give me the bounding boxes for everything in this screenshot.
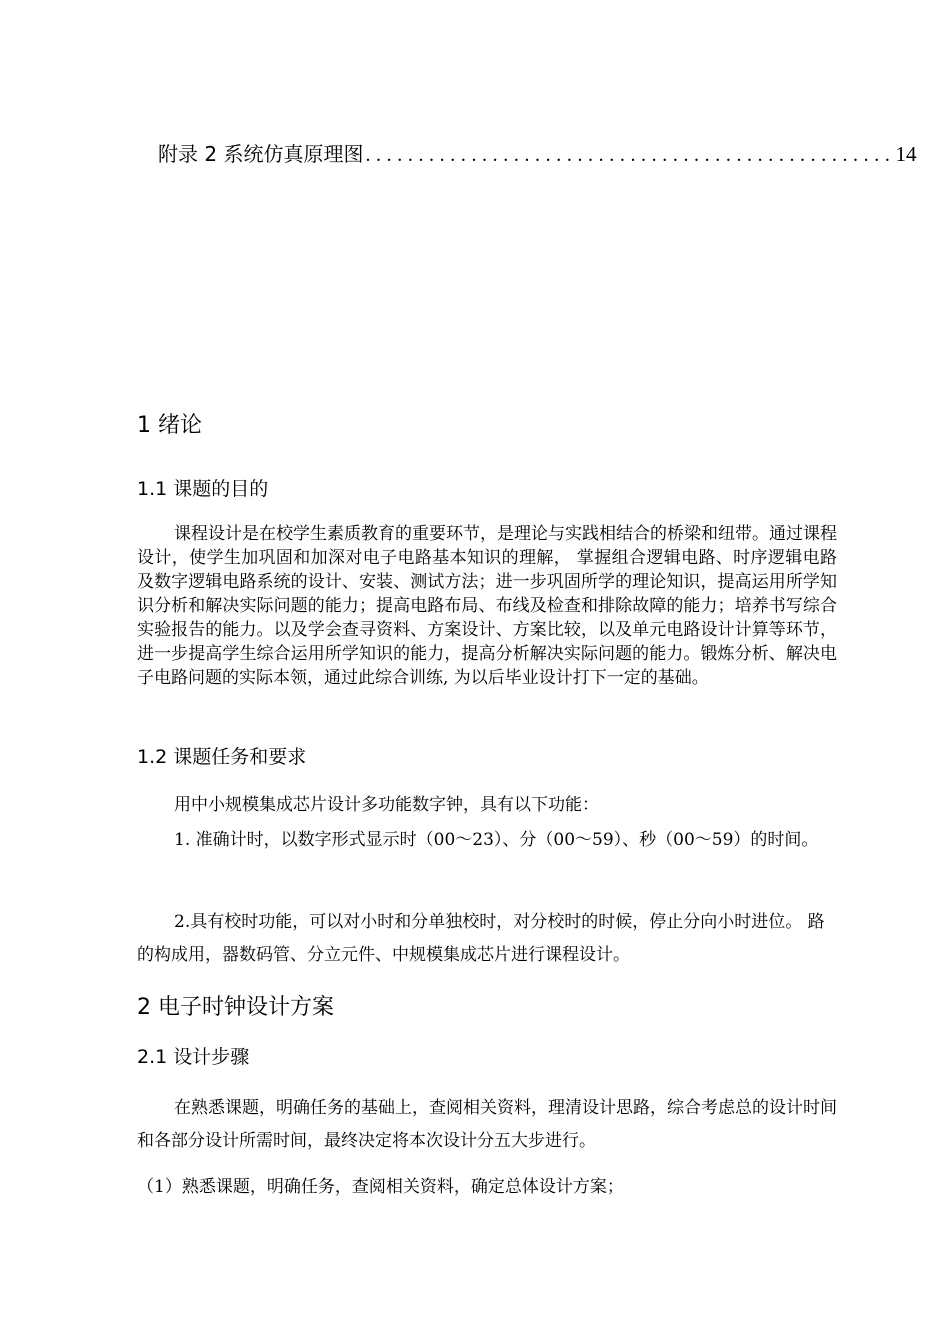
section-1-1-body: 课程设计是在校学生素质教育的重要环节，是理论与实践相结合的桥梁和纽带。通过课程设计，使学生加巩固和加深对电子电路基本知识的理解， 掌握组合逻辑电路、时序逻辑电路及数字逻辑电路系统的设计、安装、测试方法；进一步巩固所学的理论知识，提高运用所学知识分析和解决实际问题的能力；提高电路布局、布线及检查和排除故障的能力；培养书写综合实验报告的能力。以及学会查寻资料、方案设计、方案比较，以及单元电路设计计算等环节，进一步提高学生综合运用所学知识的能力，提高分析解决实际问题的能力。锻炼分析、解决电子电路问题的实际本领，通过此综合训练, 为以后毕业设计打下一定的基础。 [137, 524, 837, 688]
section-2-1-body: 在熟悉课题，明确任务的基础上，查阅相关资料，理清设计思路，综合考虑总的设计时间和各部分设计所需时间，最终决定将本次设计分五大步进行。 [137, 1098, 837, 1151]
design-step-1: （1）熟悉课题，明确任务，查阅相关资料，确定总体设计方案； [137, 1177, 624, 1197]
section-1-1-heading: 1.1 课题的目的 [137, 478, 269, 500]
section-2-1-heading: 2.1 设计步骤 [137, 1046, 250, 1068]
toc-entry[interactable] [158, 138, 917, 166]
section-1-2-intro: 用中小规模集成芯片设计多功能数字钟，具有以下功能： [174, 795, 599, 815]
toc-leader-dots: .................................................. [365, 144, 896, 166]
toc-page-number: 14 [895, 142, 917, 166]
chapter-2-heading: 2 电子时钟设计方案 [137, 995, 334, 1020]
requirement-item-2: 2.具有校时功能，可以对小时和分单独校时，对分校时的时候，停止分向小时进位。 路的构成用，器数码管、分立元件、中规模集成芯片进行课程设计。 [137, 912, 825, 965]
requirement-item-1: 1. 准确计时，以数字形式显示时（00～23）、分（00～59）、秒（00～59）的时间。 [174, 830, 819, 850]
toc-entry-title: 附录 2 系统仿真原理图 [158, 142, 364, 166]
chapter-1-heading: 1 绪论 [137, 413, 202, 438]
section-1-2-heading: 1.2 课题任务和要求 [137, 746, 307, 768]
